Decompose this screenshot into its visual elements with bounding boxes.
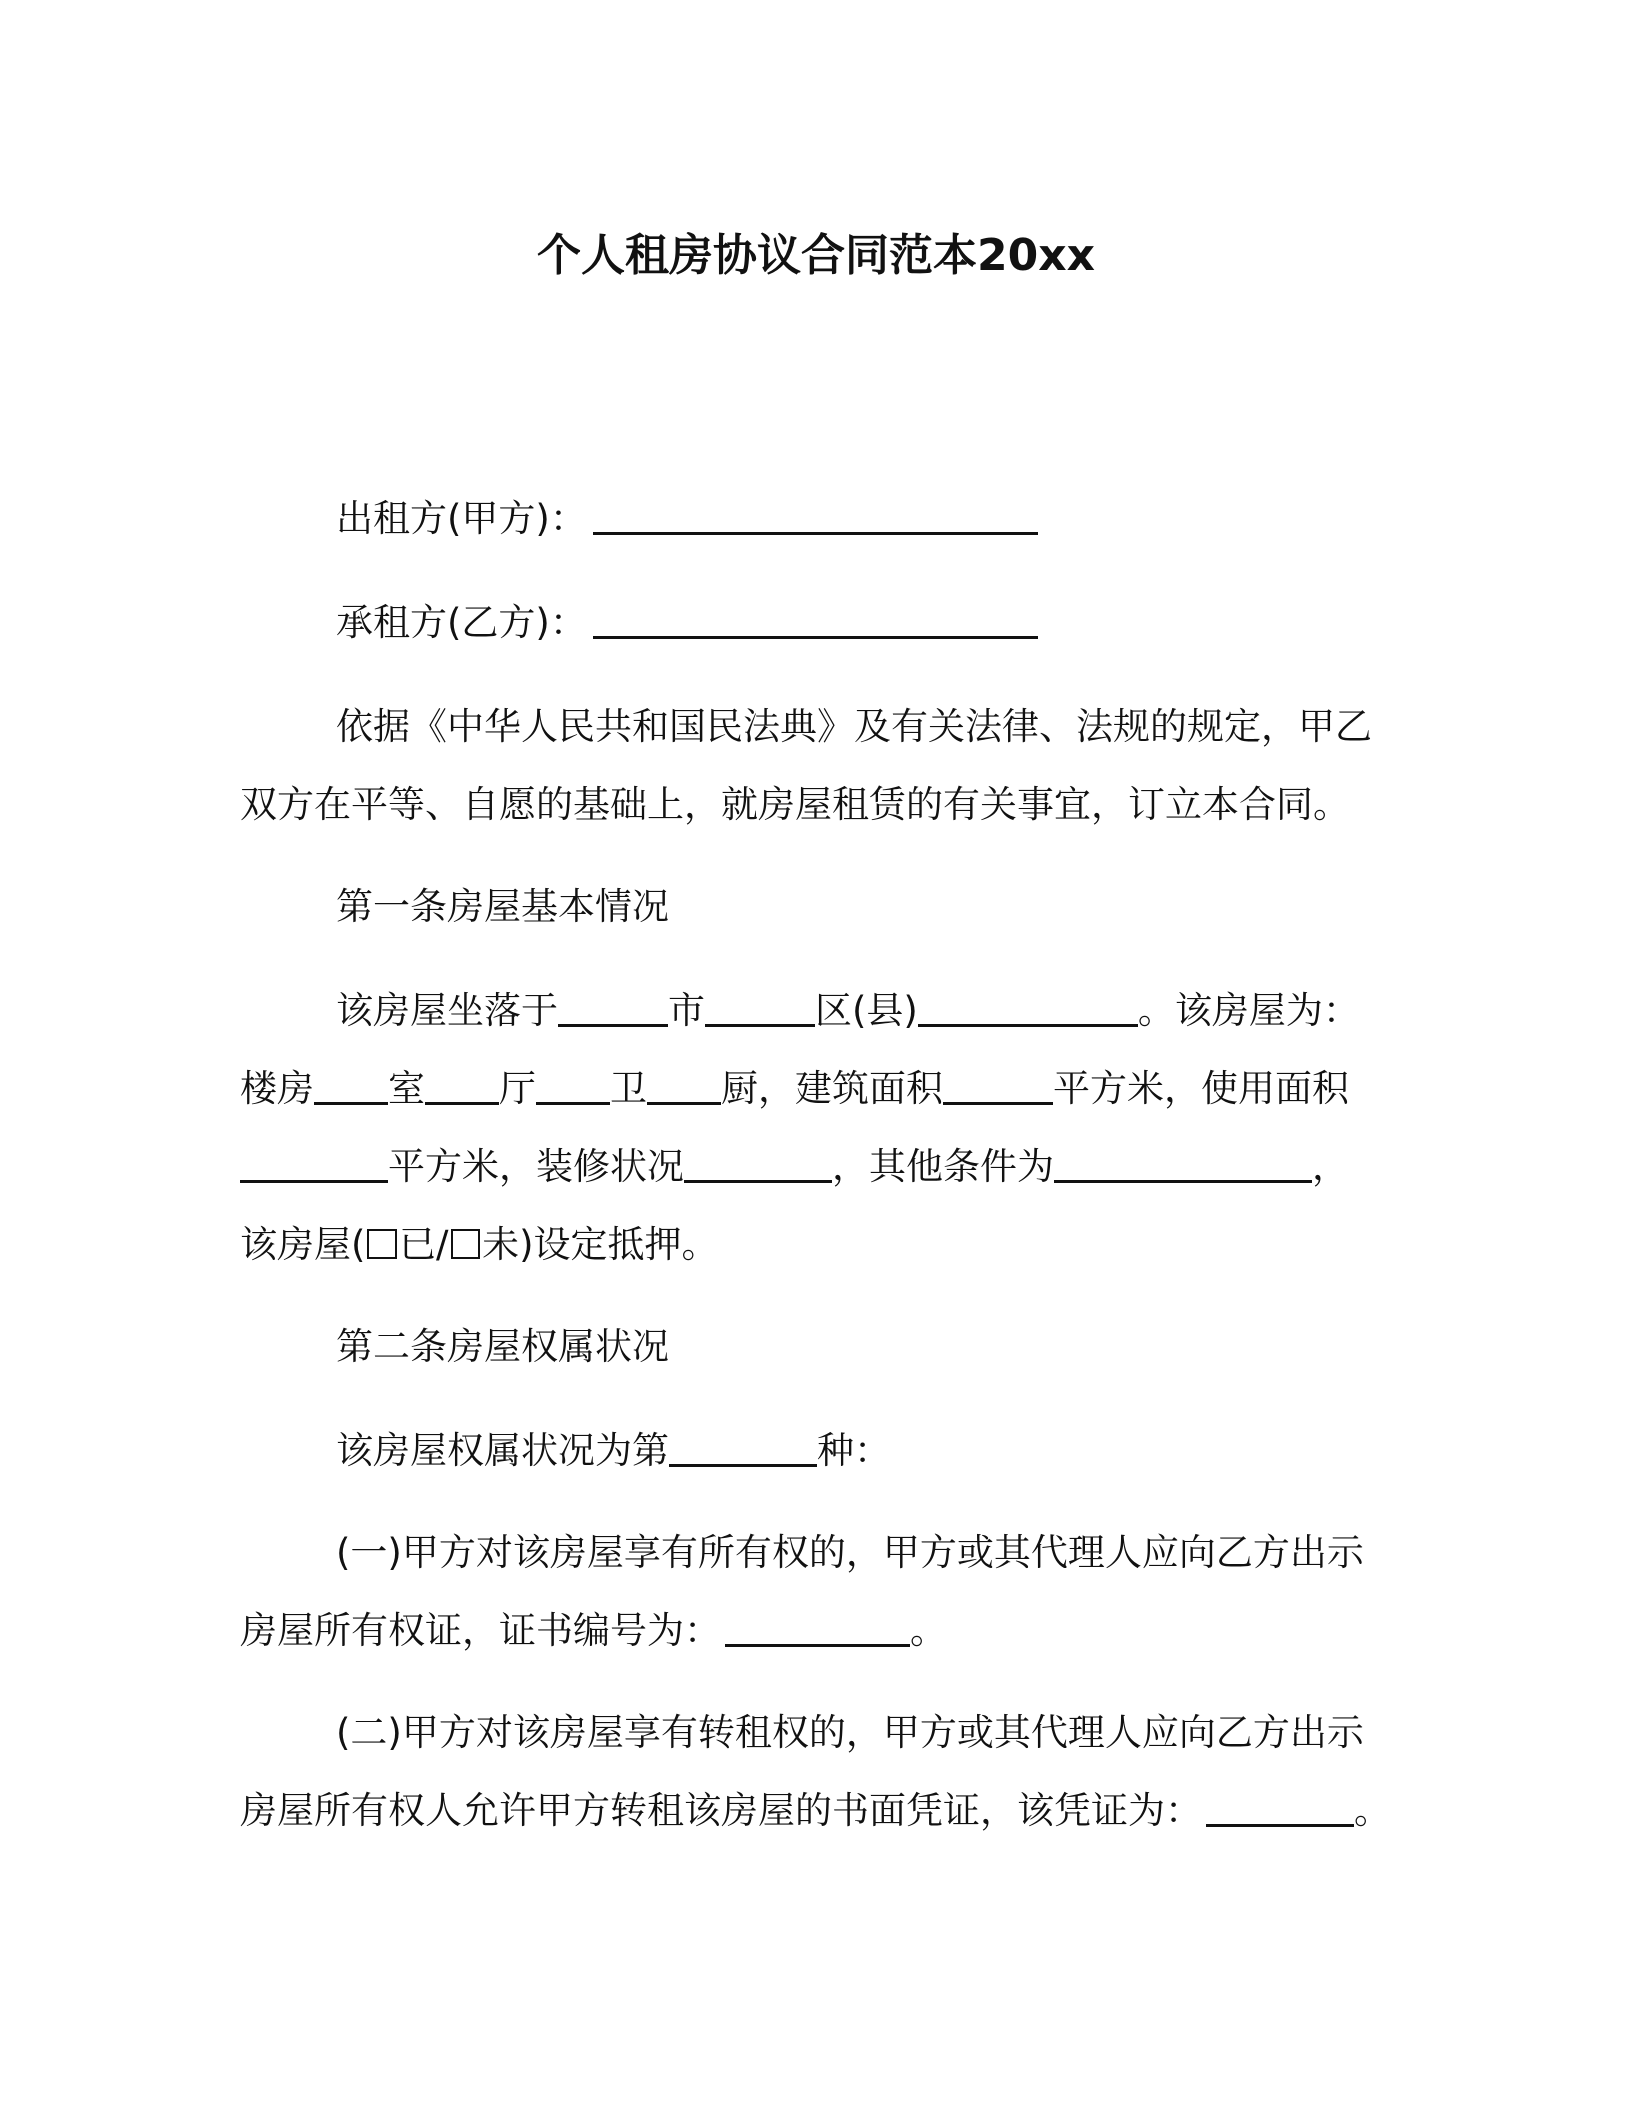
address-blank[interactable] [918, 989, 1138, 1027]
article2-l1-a: 该房屋权属状况为第 [336, 1429, 669, 1472]
ownership-type-blank[interactable] [669, 1429, 817, 1467]
article2-item1-line-2 [240, 1604, 1390, 1658]
article1-l2-c: 厅 [499, 1067, 536, 1110]
bathrooms-blank[interactable] [536, 1067, 610, 1105]
article1-l2-e: 厨，建筑面积 [721, 1067, 943, 1110]
document-title: 个人租房协议合同范本20xx [537, 230, 1095, 281]
article1-l4-b: 已/ [399, 1223, 449, 1266]
article1-line-3 [240, 1140, 1390, 1194]
district-blank[interactable] [705, 989, 815, 1027]
article2-item2-line-2 [240, 1784, 1390, 1838]
article1-l2-f: 平方米，使用面积 [1053, 1067, 1349, 1110]
lessor-line [336, 492, 1396, 546]
article1-l3-a: 平方米，装修状况 [388, 1145, 684, 1188]
article1-heading: 第一条房屋基本情况 [336, 885, 669, 928]
usable-area-blank[interactable] [240, 1145, 388, 1183]
article1-line-1 [336, 984, 1396, 1038]
other-conditions-blank[interactable] [1054, 1145, 1312, 1183]
article2-l1-b: 种： [817, 1429, 891, 1472]
halls-blank[interactable] [425, 1067, 499, 1105]
lessor-label: 出租方(甲方)： [336, 497, 587, 540]
article1-l4-c: 未)设定抵押。 [482, 1223, 719, 1266]
article2-heading: 第二条房屋权属状况 [336, 1325, 669, 1368]
article1-l1-b: 市 [668, 989, 705, 1032]
mortgaged-yes-checkbox[interactable] [367, 1229, 397, 1259]
lessor-blank[interactable] [593, 497, 1038, 535]
article1-l2-b: 室 [388, 1067, 425, 1110]
article2-item1-end: 。 [910, 1609, 947, 1652]
rooms-blank[interactable] [314, 1067, 388, 1105]
mortgaged-no-checkbox[interactable] [451, 1229, 481, 1259]
article1-line-4 [240, 1218, 1390, 1272]
article1-l2-d: 卫 [610, 1067, 647, 1110]
preamble-line-1: 依据《中华人民共和国民法典》及有关法律、法规的规定，甲乙 [336, 705, 1372, 748]
article1-line-2 [240, 1062, 1390, 1116]
article1-l4-a: 该房屋( [240, 1223, 366, 1266]
article2-item2-end: 。 [1354, 1789, 1391, 1832]
lessee-label: 承租方(乙方)： [336, 601, 587, 644]
article2-item2-line-1: (二)甲方对该房屋享有转租权的，甲方或其代理人应向乙方出示 [336, 1711, 1364, 1754]
article2-item2-text: 房屋所有权人允许甲方转租该房屋的书面凭证，该凭证为： [240, 1789, 1202, 1832]
article1-l2-a: 楼房 [240, 1067, 314, 1110]
certificate-number-blank[interactable] [725, 1609, 910, 1647]
article2-item1-text: 房屋所有权证，证书编号为： [240, 1609, 721, 1652]
article1-l3-c: ， [1312, 1145, 1349, 1188]
sublease-certificate-blank[interactable] [1206, 1789, 1354, 1827]
article1-l1-c: 区(县) [815, 989, 918, 1032]
article1-l1-a: 该房屋坐落于 [336, 989, 558, 1032]
lessee-blank[interactable] [593, 601, 1038, 639]
article1-l3-b: ，其他条件为 [832, 1145, 1054, 1188]
building-area-blank[interactable] [943, 1067, 1053, 1105]
preamble-line-2: 双方在平等、自愿的基础上，就房屋租赁的有关事宜，订立本合同。 [240, 783, 1350, 826]
article2-line-1 [336, 1424, 1396, 1478]
lessee-line [336, 596, 1396, 650]
article1-l1-d: 。该房屋为： [1137, 989, 1360, 1032]
city-blank[interactable] [558, 989, 668, 1027]
kitchens-blank[interactable] [647, 1067, 721, 1105]
article2-item1-line-1: (一)甲方对该房屋享有所有权的，甲方或其代理人应向乙方出示 [336, 1531, 1364, 1574]
decoration-blank[interactable] [684, 1145, 832, 1183]
